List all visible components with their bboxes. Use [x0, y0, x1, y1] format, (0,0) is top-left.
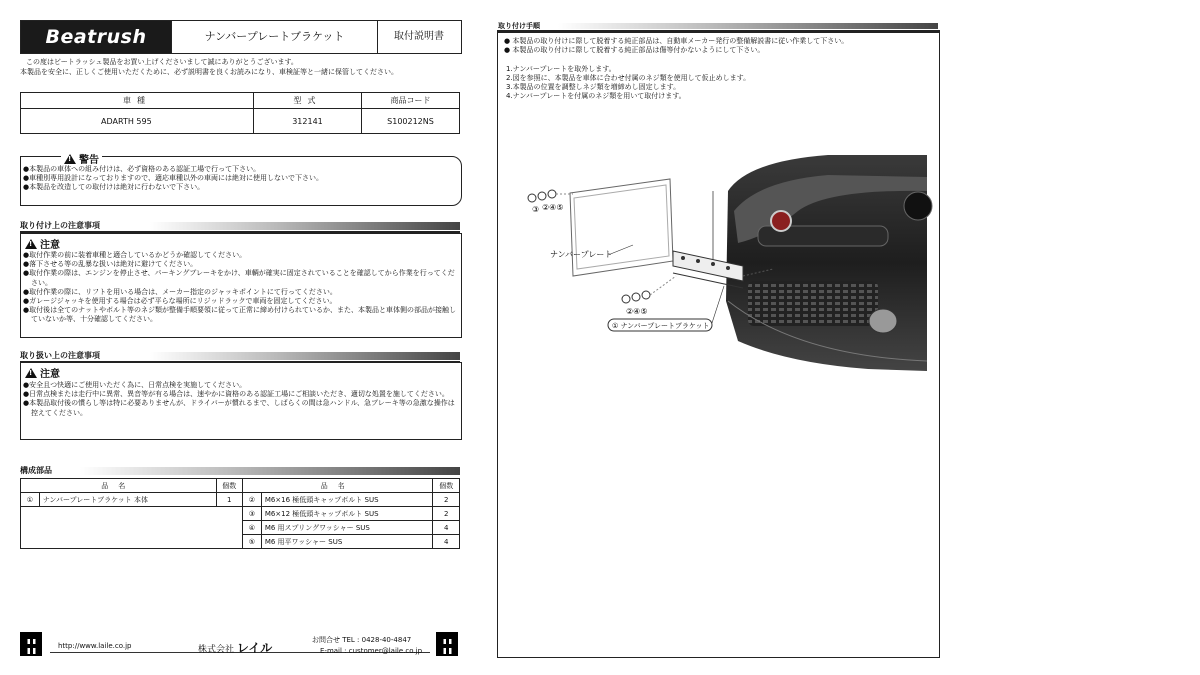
model-header-type: 型式	[254, 93, 362, 109]
model-table	[20, 92, 460, 134]
document-type: 取付説明書	[394, 31, 444, 42]
procedure-step: 1.ナンバープレートを取外します。	[506, 65, 616, 73]
footer-email[interactable]: E-mail : customer@laile.co.jp	[320, 647, 423, 655]
warning-triangle-icon	[64, 154, 76, 164]
procedure-step: 4.ナンバープレートを付属のネジ類を用いて取付けます。	[506, 92, 686, 100]
part-qty: 2	[433, 507, 460, 521]
parts-table	[20, 478, 460, 549]
intro-line-1: この度はビートラッシュ製品をお買い上げくださいまして誠にありがとうございます。	[26, 58, 298, 66]
upper-bolts-illustration	[528, 190, 573, 202]
install-note-item: ●取付作業の前に装着車種と適合しているかどうか確認してください。	[23, 251, 247, 259]
plate-label: ナンバープレート	[550, 250, 613, 259]
table-row	[21, 507, 460, 521]
warning-item: ●本製品の車体への組み付けは、必ず資格のある認証工場で行って下さい。	[23, 165, 261, 173]
section-band	[558, 23, 938, 29]
product-title: ナンバープレートブラケット	[171, 21, 378, 53]
section-band	[150, 352, 460, 360]
procedure-step: 2.図を参照に、本製品を車体に合わせ付属のネジ類を使用して仮止めします。	[506, 74, 751, 82]
upper-parts-label: ②④⑤	[542, 203, 564, 212]
parts-section-heading: 構成部品	[20, 466, 52, 475]
procedure-note: ● 本製品の取り付けに際して脱着する純正部品は、自動車メーカー発行の整備解説書に従い作業して下さい。	[504, 37, 849, 45]
part-name: M6 用スプリングワッシャー SUS	[261, 521, 433, 535]
handling-notes-list	[23, 381, 457, 418]
part-name: M6×16 極低頭キャップボルト SUS	[261, 493, 433, 507]
part-name: M6 用平ワッシャー SUS	[261, 535, 433, 549]
parts-header-name: 品名	[21, 479, 217, 493]
section-band	[150, 222, 460, 230]
parts-header-qty: 個数	[216, 479, 243, 493]
intro-line-2: 本製品を安全に、正しくご使用いただくために、必ず説明書を良くお読みになり、車検証等と一緒に保管してください。	[20, 68, 398, 76]
install-notes-box	[20, 233, 462, 338]
lower-parts-label: ②④⑤	[626, 307, 648, 316]
footer-url[interactable]: http://www.laile.co.jp	[58, 642, 132, 650]
qr-code-icon	[20, 632, 42, 656]
install-note-item: ●取付作業の際に、リフトを用いる場合は、メーカー指定のジャッキポイントにて行ってください。	[23, 287, 337, 296]
part-number: ⑤	[243, 535, 262, 549]
procedure-note: ● 本製品の取り付けに際して脱着する純正部品は傷等付かないようにして下さい。	[504, 46, 765, 54]
part-qty: 4	[433, 535, 460, 549]
page-footer	[20, 632, 460, 660]
parts-header-name: 品名	[243, 479, 433, 493]
emblem-icon	[771, 211, 791, 231]
part-number: ②	[243, 493, 262, 507]
install-notes-list	[23, 251, 457, 325]
lower-bolts-illustration	[622, 276, 676, 303]
warning-item: ●車種別専用設計になっておりますので、適応車種以外の車両には絶対に使用しないで下さい。	[23, 174, 323, 183]
model-value-type: 312141	[254, 109, 362, 134]
model-header-vehicle: 車種	[21, 93, 254, 109]
handling-notes-box	[20, 362, 462, 440]
warning-box	[20, 156, 462, 206]
part-qty: 2	[433, 493, 460, 507]
part-number: ③	[243, 507, 262, 521]
warning-list	[23, 165, 455, 193]
procedure-step: 3.本製品の位置を調整しネジ類を増締めし固定します。	[506, 83, 681, 91]
handling-note-item: ●本製品取付後の慣らし等は特に必要ありませんが、ドライバーが慣れるまで、しばらくの間は急ハンドル、急ブレーキ等の急激な操作は控えてください。	[23, 399, 455, 417]
handling-notes-section-heading: 取り扱い上の注意事項	[20, 350, 460, 363]
model-value-code: S100212NS	[362, 109, 460, 134]
install-note-item: ●取付作業の際は、エンジンを停止させ、パーキングブレーキをかけ、車輌が確実に固定されていることを確認してから作業を行ってください。	[23, 269, 455, 287]
section-band	[80, 467, 460, 475]
install-notes-section-heading: 取り付け上の注意事項	[20, 220, 460, 233]
warning-title: !警告	[61, 151, 102, 166]
car-front-image	[726, 155, 932, 371]
bracket-label: ① ナンバープレートブラケット	[612, 322, 710, 330]
install-note-item: ●落下させる等の乱暴な扱いは絶対に避けてください。	[23, 260, 198, 269]
installation-figure	[498, 151, 939, 381]
footer-company: 株式会社 レイル	[198, 641, 273, 655]
caution-triangle-icon	[25, 368, 37, 378]
procedure-page	[497, 22, 940, 658]
handling-notes-title: !注意	[25, 365, 60, 380]
part-number: ④	[243, 521, 262, 535]
model-header-code: 商品コード	[362, 93, 460, 109]
model-value-vehicle: ADARTH 595	[21, 109, 254, 134]
install-note-item: ●取付後は全てのナットやボルト等のネジ類が整備手順要領に従って正常に締め付けられているか、また、本製品と車体側の部品が接触していないか等、十分確認してください。	[23, 306, 456, 324]
part-qty: 1	[216, 493, 243, 507]
upper-first-label: ③	[532, 205, 540, 214]
parts-header-qty: 個数	[433, 479, 460, 493]
document-header	[20, 20, 462, 54]
part-name: M6×12 極低頭キャップボルト SUS	[261, 507, 433, 521]
part-name: ナンバープレートブラケット 本体	[39, 493, 216, 507]
procedure-title: 取り付け手順	[498, 22, 540, 30]
warning-item: ●本製品を改造しての取付けは絶対に行わないで下さい。	[23, 183, 205, 192]
install-notes-title: !注意	[25, 236, 60, 251]
part-qty: 4	[433, 521, 460, 535]
install-note-item: ●ガレージジャッキを使用する場合は必ず平らな場所にリジッドラックで車両を固定してください。	[23, 297, 337, 306]
qr-code-icon	[436, 632, 458, 656]
caution-triangle-icon	[25, 239, 37, 249]
handling-note-item: ●安全且つ快適にご使用いただく為に、日常点検を実施してください。	[23, 381, 247, 389]
brand-logo: Beatrush	[21, 21, 171, 53]
part-number: ①	[21, 493, 40, 507]
fog-light-icon	[869, 309, 897, 333]
handling-note-item: ●日常点検または走行中に異常、異音等が有る場合は、速やかに資格のある認証工場にご相談いただき、適切な処置を施してください。	[23, 390, 449, 399]
procedure-rule	[498, 31, 939, 33]
table-row	[21, 493, 460, 507]
footer-tel: お問合せ TEL : 0428-40-4847	[312, 636, 412, 644]
